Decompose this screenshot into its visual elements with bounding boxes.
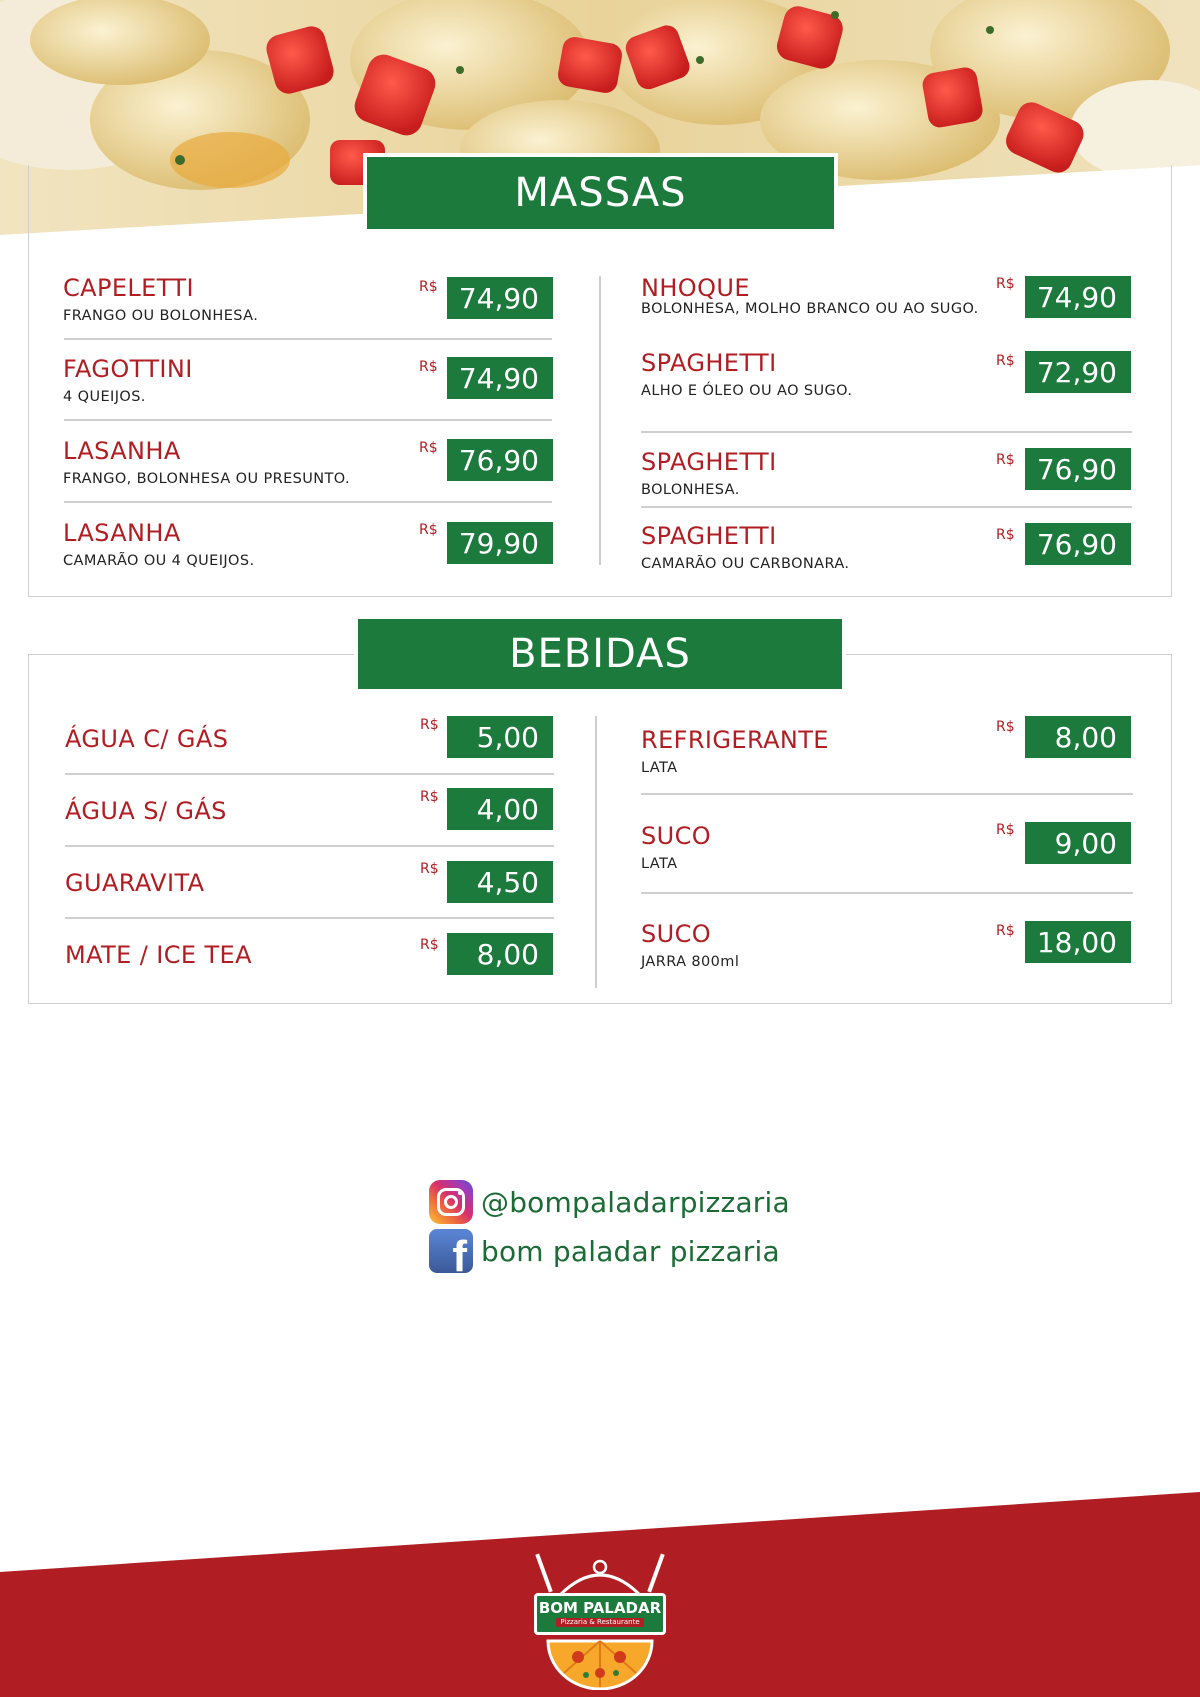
item-separator (641, 892, 1133, 894)
bom-paladar-logo (520, 1545, 680, 1690)
price-tag: 5,00 (447, 716, 553, 758)
item-separator (65, 845, 554, 847)
item-name: GUARAVITA (65, 869, 205, 897)
item-separator (65, 917, 554, 919)
instagram-link[interactable] (429, 1180, 790, 1224)
item-name: LASANHA (63, 519, 181, 547)
item-name: FAGOTTINI (63, 355, 193, 383)
item-desc: 4 QUEIJOS. (63, 389, 146, 405)
item-name: SUCO (641, 920, 712, 948)
instagram-handle: @bompaladarpizzaria (481, 1185, 790, 1219)
item-name: ÁGUA C/ GÁS (65, 725, 229, 753)
item-separator (641, 793, 1133, 795)
price-tag: 72,90 (1025, 351, 1131, 393)
item-separator (64, 419, 552, 421)
currency-label: R$ (996, 822, 1015, 838)
item-separator (641, 506, 1132, 508)
logo-name: BOM PALADAR (538, 1598, 662, 1617)
bebidas-column-divider (595, 716, 597, 988)
price-tag: 8,00 (447, 933, 553, 975)
item-name: SPAGHETTI (641, 522, 777, 550)
facebook-page: bom paladar pizzaria (481, 1234, 780, 1268)
logo-banner (534, 1593, 666, 1635)
item-name: ÁGUA S/ GÁS (65, 797, 227, 825)
currency-label: R$ (419, 279, 438, 295)
item-desc: FRANGO OU BOLONHESA. (63, 308, 259, 324)
item-name: SPAGHETTI (641, 349, 777, 377)
item-separator (64, 338, 552, 340)
currency-label: R$ (419, 359, 438, 375)
item-desc: ALHO E ÓLEO OU AO SUGO. (641, 383, 853, 399)
item-desc: CAMARÃO OU CARBONARA. (641, 556, 850, 572)
item-desc: BOLONHESA, MOLHO BRANCO OU AO SUGO. (641, 301, 979, 317)
price-tag: 18,00 (1025, 921, 1131, 963)
currency-label: R$ (419, 522, 438, 538)
price-tag: 76,90 (447, 439, 553, 481)
price-tag: 74,90 (447, 357, 553, 399)
item-desc: LATA (641, 856, 678, 872)
item-desc: LATA (641, 760, 678, 776)
item-name: LASANHA (63, 437, 181, 465)
item-name: CAPELETTI (63, 274, 194, 302)
currency-label: R$ (420, 789, 439, 805)
item-separator (641, 431, 1132, 433)
price-tag: 9,00 (1025, 822, 1131, 864)
price-tag: 74,90 (447, 277, 553, 319)
item-name: SUCO (641, 822, 712, 850)
currency-label: R$ (996, 527, 1015, 543)
item-separator (65, 773, 554, 775)
item-desc: CAMARÃO OU 4 QUEIJOS. (63, 553, 255, 569)
facebook-icon: f (429, 1229, 473, 1273)
currency-label: R$ (419, 440, 438, 456)
currency-label: R$ (420, 717, 439, 733)
item-separator (64, 501, 552, 503)
item-name: MATE / ICE TEA (65, 941, 252, 969)
currency-label: R$ (996, 276, 1015, 292)
currency-label: R$ (996, 719, 1015, 735)
item-name: NHOQUE (641, 274, 750, 302)
currency-label: R$ (996, 923, 1015, 939)
item-desc: BOLONHESA. (641, 482, 740, 498)
massas-column-divider (599, 276, 601, 565)
price-tag: 76,90 (1025, 523, 1131, 565)
facebook-link[interactable] (429, 1229, 780, 1273)
currency-label: R$ (996, 452, 1015, 468)
price-tag: 74,90 (1025, 276, 1131, 318)
price-tag: 76,90 (1025, 448, 1131, 490)
price-tag: 4,50 (447, 861, 553, 903)
bebidas-section-title: BEBIDAS (358, 619, 842, 689)
currency-label: R$ (996, 353, 1015, 369)
currency-label: R$ (420, 937, 439, 953)
item-name: SPAGHETTI (641, 448, 777, 476)
currency-label: R$ (420, 861, 439, 877)
massas-section-title: MASSAS (367, 157, 834, 229)
logo-tagline: Pizzaria & Restaurante (556, 1618, 643, 1628)
price-tag: 4,00 (447, 788, 553, 830)
item-name: REFRIGERANTE (641, 726, 829, 754)
price-tag: 79,90 (447, 522, 553, 564)
item-desc: JARRA 800ml (641, 954, 740, 970)
price-tag: 8,00 (1025, 716, 1131, 758)
instagram-icon (429, 1180, 473, 1224)
item-desc: FRANGO, BOLONHESA OU PRESUNTO. (63, 471, 351, 487)
